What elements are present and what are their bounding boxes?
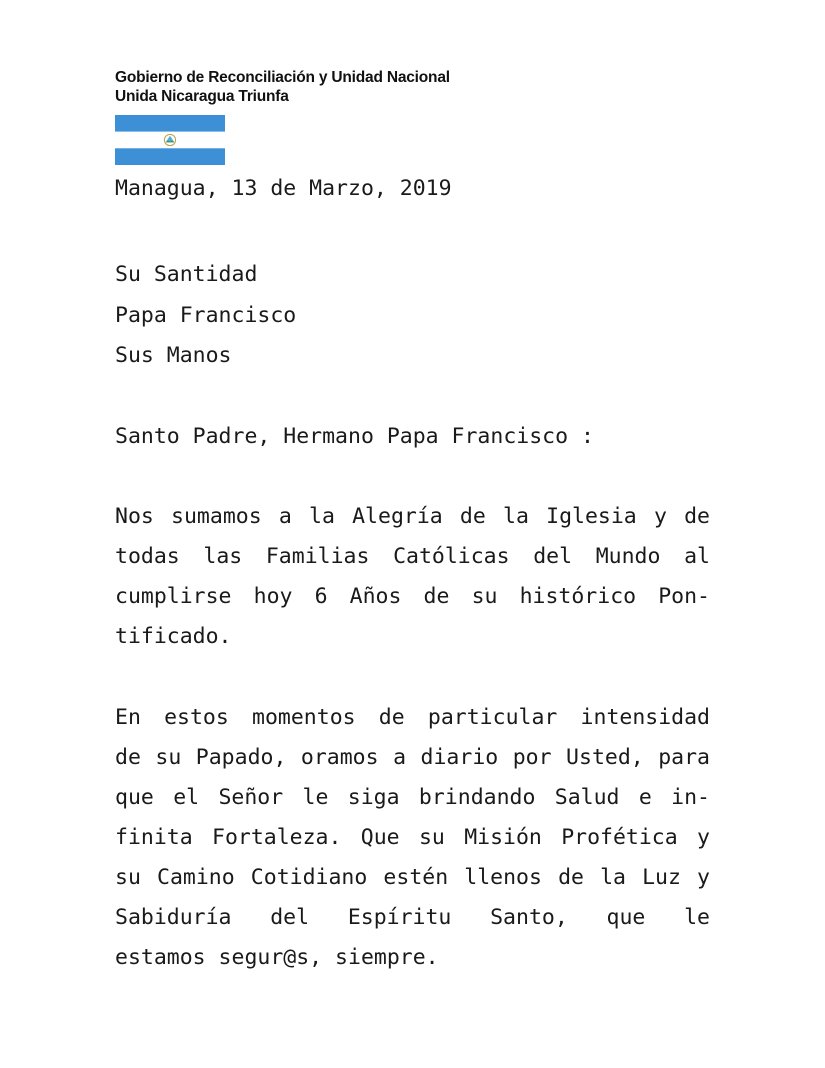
paragraph2-line: que el Señor le siga brindando Salud e in-	[115, 785, 710, 810]
letterhead	[115, 68, 450, 106]
letter-date: Managua, 13 de Marzo, 2019	[115, 176, 452, 201]
paragraph2-line: Sabiduría del Espíritu Santo, que le	[115, 905, 710, 930]
paragraph1-line: tificado.	[115, 624, 232, 649]
paragraph2-line: finita Fortaleza. Que su Misión Profética y	[115, 825, 710, 850]
paragraph1-line: Nos sumamos a la Alegría de la Iglesia y de	[115, 504, 710, 529]
letterhead-slogan: Unida Nicaragua Triunfa	[115, 88, 289, 105]
paragraph2-line: de su Papado, oramos a diario por Usted, para	[115, 745, 710, 770]
paragraph1-line: todas las Familias Católicas del Mundo al	[115, 544, 710, 569]
paragraph2-line: estamos segur@s, siempre.	[115, 945, 439, 970]
paragraph2-line: su Camino Cotidiano estén llenos de la Luz y	[115, 865, 710, 890]
letterhead-government-name: Gobierno de Reconciliación y Unidad Nacional	[115, 69, 450, 86]
paragraph1-line: cumplirse hoy 6 Años de su histórico Pon-	[115, 584, 710, 609]
paragraph2-line: En estos momentos de particular intensidad	[115, 705, 710, 730]
nicaragua-flag-icon	[115, 115, 225, 165]
recipient-title: Su Santidad	[115, 262, 258, 287]
recipient-delivery: Sus Manos	[115, 343, 232, 368]
recipient-name: Papa Francisco	[115, 303, 297, 328]
salutation: Santo Padre, Hermano Papa Francisco :	[115, 424, 594, 449]
